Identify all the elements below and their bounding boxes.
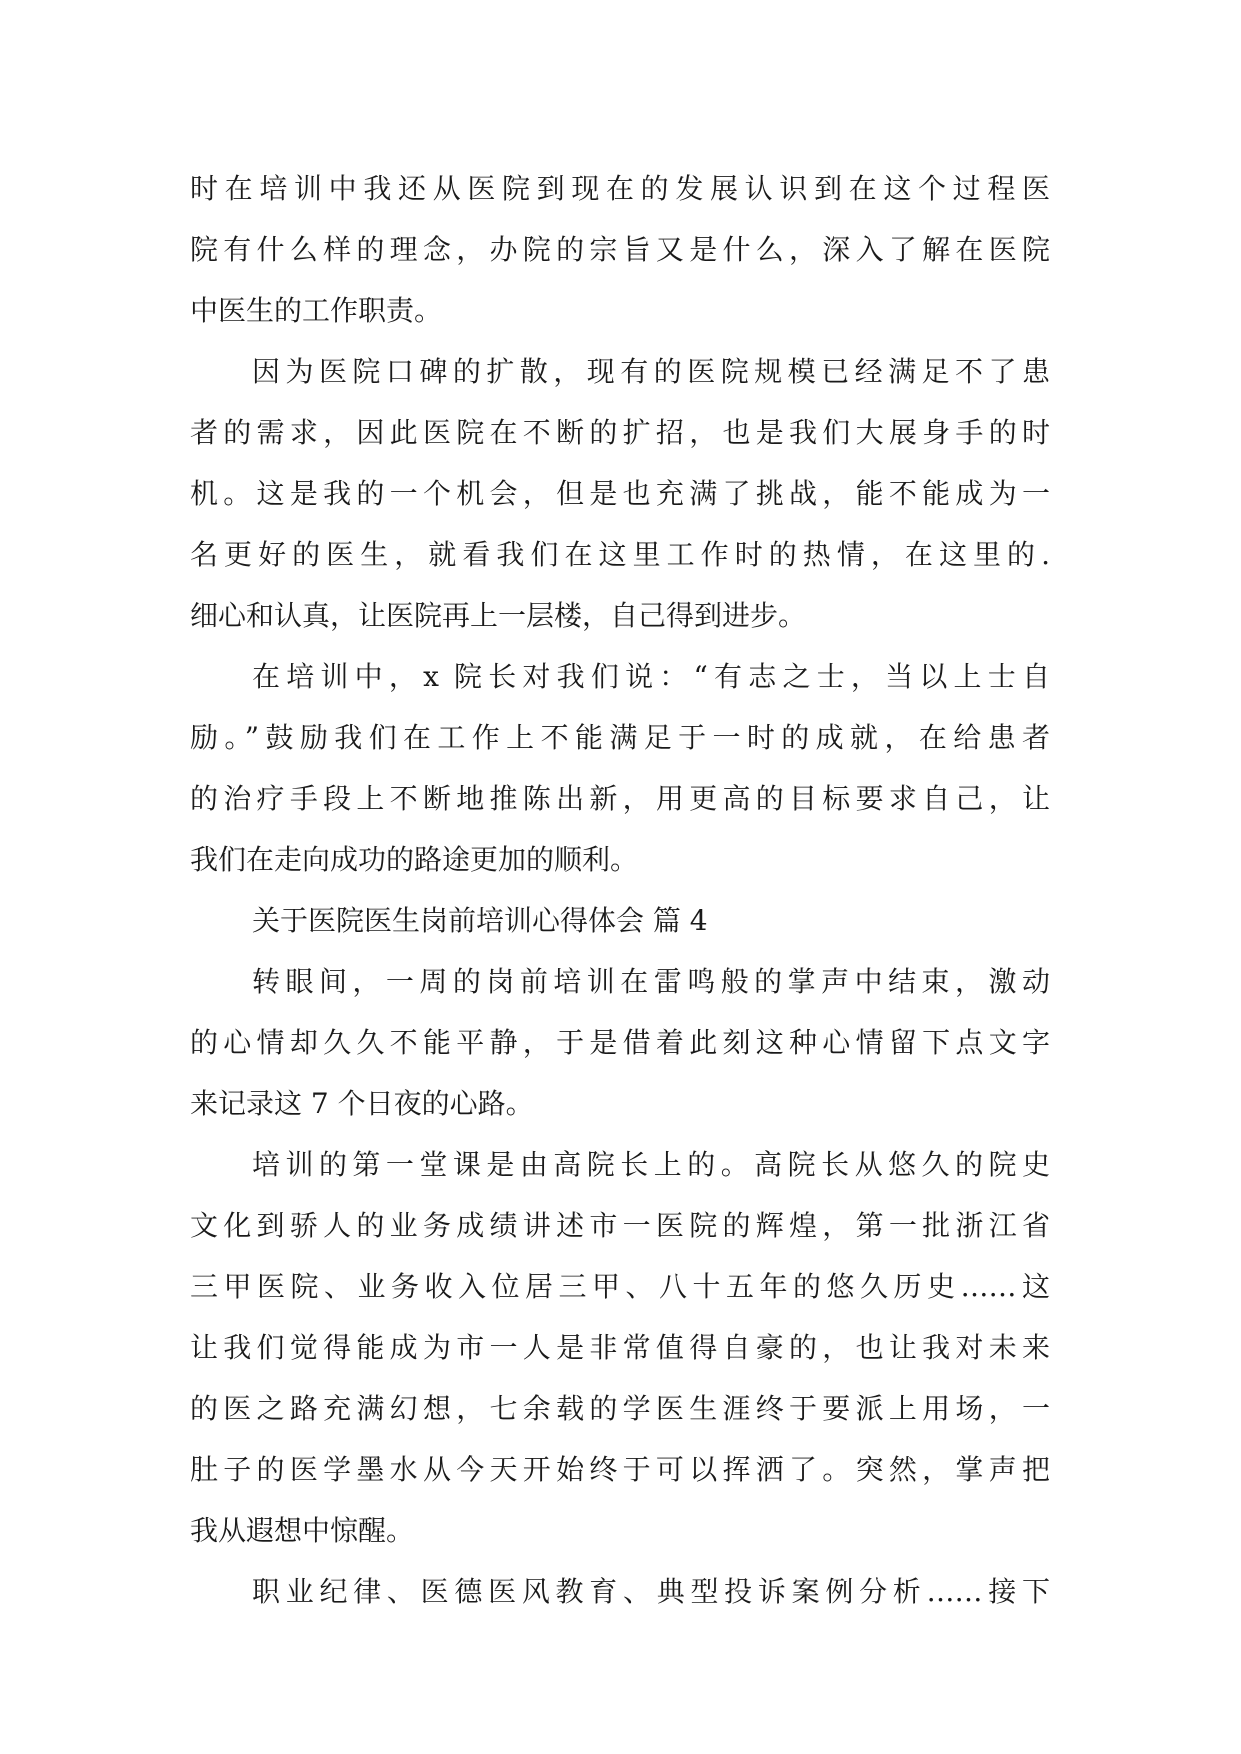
section-heading: 关于医院医生岗前培训心得体会 篇 4 xyxy=(252,904,708,937)
text-line: 职业纪律、医德医风教育、典型投诉案例分析……接下 xyxy=(252,1575,1050,1608)
text-line: 细心和认真，让医院再上一层楼，自己得到进步。 xyxy=(190,599,807,632)
text-line: 的医之路充满幻想，七余载的学医生涯终于要派上用场，一 xyxy=(190,1392,1050,1425)
text-line: 院有什么样的理念，办院的宗旨又是什么，深入了解在医院 xyxy=(190,233,1050,266)
text-line: 三甲医院、业务收入位居三甲、八十五年的悠久历史……这 xyxy=(190,1270,1050,1303)
text-line: 让我们觉得能成为市一人是非常值得自豪的，也让我对未来 xyxy=(190,1331,1050,1364)
text-line: 我们在走向成功的路途更加的顺利。 xyxy=(190,843,639,876)
text-line: 文化到骄人的业务成绩讲述市一医院的辉煌，第一批浙江省 xyxy=(190,1209,1050,1242)
text-line: 时在培训中我还从医院到现在的发展认识到在这个过程医 xyxy=(190,172,1050,205)
text-line: 培训的第一堂课是由高院长上的。高院长从悠久的院史 xyxy=(252,1148,1050,1181)
text-line: 励。”鼓励我们在工作上不能满足于一时的成就，在给患者 xyxy=(190,721,1050,754)
text-line: 机。这是我的一个机会，但是也充满了挑战，能不能成为一 xyxy=(190,477,1050,510)
text-line: 名更好的医生，就看我们在这里工作时的热情，在这里的. xyxy=(190,538,1050,571)
text-line: 者的需求，因此医院在不断的扩招，也是我们大展身手的时 xyxy=(190,416,1050,449)
text-line: 来记录这 7 个日夜的心路。 xyxy=(190,1087,534,1120)
text-line: 的治疗手段上不断地推陈出新，用更高的目标要求自己，让 xyxy=(190,782,1050,815)
text-line: 我从遐想中惊醒。 xyxy=(190,1514,415,1547)
text-line: 肚子的医学墨水从今天开始终于可以挥洒了。突然，掌声把 xyxy=(190,1453,1050,1486)
text-line: 在培训中，x 院长对我们说：“有志之士，当以上士自 xyxy=(252,660,1050,693)
document-body xyxy=(190,158,1050,1622)
text-line: 的心情却久久不能平静，于是借着此刻这种心情留下点文字 xyxy=(190,1026,1050,1059)
text-line: 中医生的工作职责。 xyxy=(190,294,443,327)
text-line: 因为医院口碑的扩散，现有的医院规模已经满足不了患 xyxy=(252,355,1050,388)
text-line: 转眼间，一周的岗前培训在雷鸣般的掌声中结束，激动 xyxy=(252,965,1050,998)
